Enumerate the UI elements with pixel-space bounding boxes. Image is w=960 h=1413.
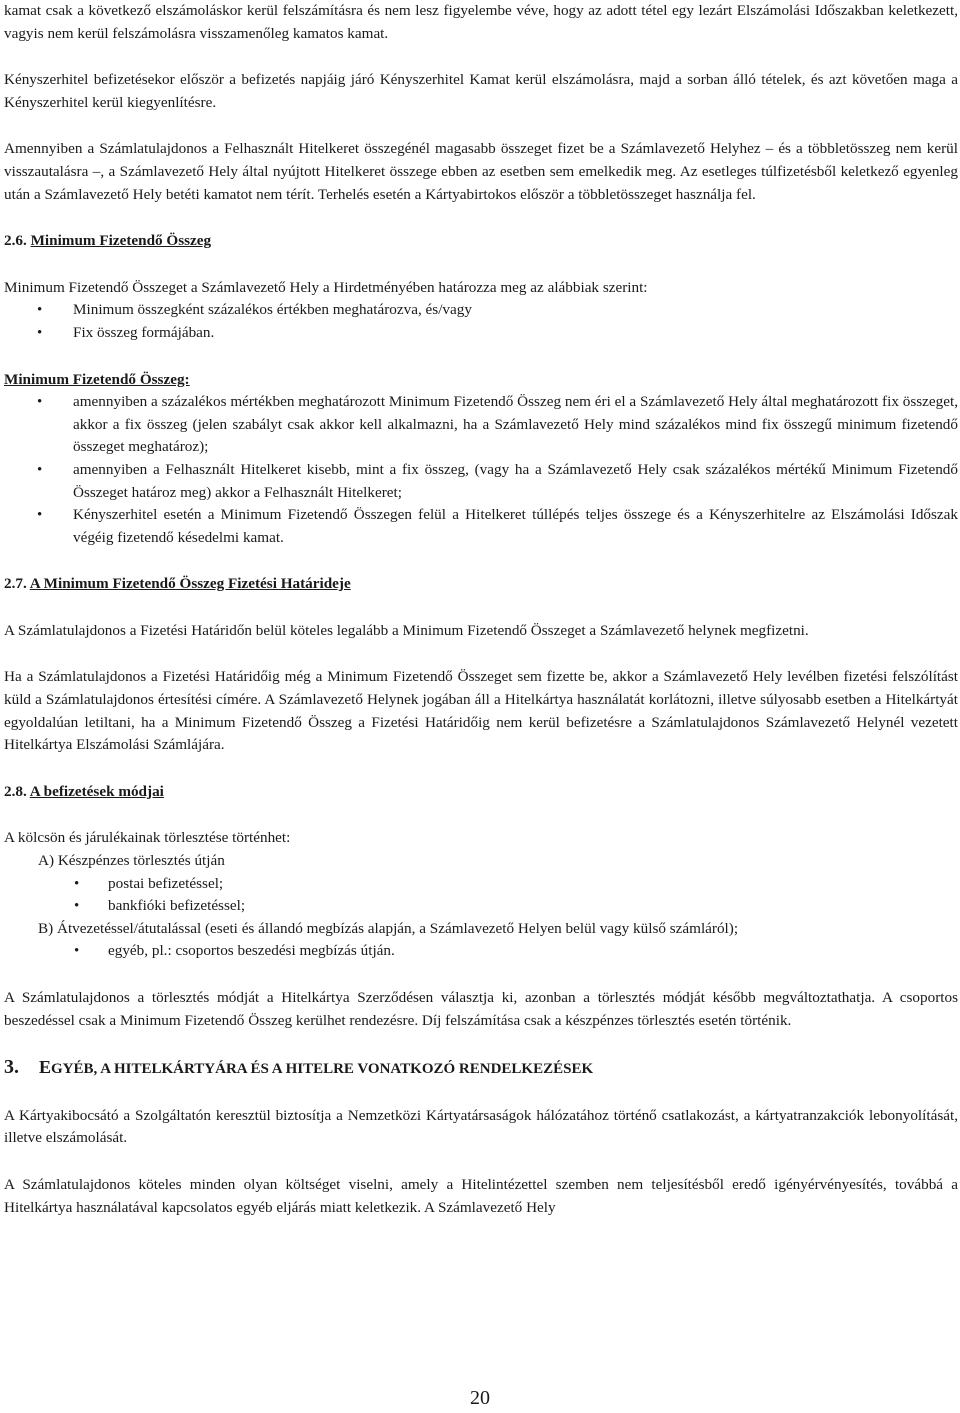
list-item: • Minimum összegként százalékos értékben meghatározva, és/vagy [4,299,958,322]
section-3-paragraph-2: A Számlatulajdonos köteles minden olyan költséget viselni, amely a Hitelintézettel szemben nem teljesítésből eredő igényérvényesítés, továbbá a Hitelkártya használatával kapcsolatos egyéb eljárás miatt keletkezik. A Számlavezető Hely [4,1175,958,1216]
section-2-8-intro: A kölcsön és járulékainak törlesztése történhet: [4,829,291,847]
section-2-6-title: Minimum Fizetendő Összeg [30,232,212,250]
list-item: • egyéb, pl.: csoportos beszedési megbízás útján. [4,940,958,963]
section-2-6-subheading [4,369,958,392]
document-page [4,0,958,1219]
section-2-8-number: 2.8. [4,782,27,800]
paragraph-overpayment: Amennyiben a Számlatulajdonos a Felhasznált Hitelkeret összegénél magasabb összeget fizet be a Számlavezető Helyhez – és a többletösszeg nem kerül visszautalásra –, a Számlavezető Hely által nyújtott Hitelkeret összege ebben az esetben sem emelkedik meg. Az esetleges túlfizetésből keletkező egyenleg után a Számlavezető Hely betéti kamatot nem térít. Terhelés esetén a Kártyabirtokos először a többletösszeget használja fel. [4,140,958,203]
section-2-8-paragraph: A Számlatulajdonos a törlesztés módját a Hitelkártya Szerződésen választja ki, azonban a törlesztés módját később megváltoztathatja. A csoportos beszedéssel csak a Minimum Fizetendő Összeg kerülhet rendezésre. Díj felszámítása csak a készpénzes törlesztés esetén történik. [4,989,958,1029]
section-2-7-heading [4,573,958,596]
section-2-6-number: 2.6. [4,232,27,250]
section-2-6-rule-list [4,391,958,549]
section-3-paragraph-1: A Kártyakibocsátó a Szolgáltatón keresztül biztosítja a Nemzetközi Kártyatársaságok hálózatához történő csatlakozást, a kártyatranzakciók lebonyolítását, illetve elszámolását. [4,1106,958,1147]
list-item: • amennyiben a százalékos mértékben meghatározott Minimum Fizetendő Összeg nem éri el a Számlavezető Hely által meghatározott fix összeget, akkor a fix összeg (jelen szabályt csak akkor kell alkalmazni, ha a Számlavezető Hely mind százalékos mind fix összegű minimum fizetendő összeget meghatároz); [4,391,958,459]
section-3-number: 3. [4,1056,19,1079]
paragraph-late-interest: kamat csak a következő elszámoláskor kerül felszámításra és nem lesz figyelembe véve, hogy az adott tétel egy lezárt Elszámolási Időszakban keletkezett, vagyis nem kerül felszámolásra visszamenőleg kamatos kamat. [4,2,958,42]
list-item: • postai befizetéssel; [4,873,958,896]
section-2-6-subheading-text: Minimum Fizetendő Összeg: [4,370,190,388]
section-2-6-bullet-list [4,299,958,344]
payment-option-b-list [4,940,958,963]
section-2-7-number: 2.7. [4,575,27,593]
section-3-title-rest: GYÉB, [51,1061,101,1078]
section-2-8-title: A befizetések módjai [29,782,164,800]
payment-option-b: B) Átvezetéssel/átutalással (eseti és állandó megbízás alapján, a Számlavezető Helyen belül vagy külső számláról); [38,919,739,937]
payment-option-a: A) Készpénzes törlesztés útján [38,852,225,870]
section-2-7-paragraph-2: Ha a Számlatulajdonos a Fizetési Határidőig még a Minimum Fizetendő Összeget sem fizette be, akkor a Számlavezető Hely levélben fizetési felszólítást küld a Számlatulajdonos értesítési címére. A Számlavezető Helynek jogában áll a Hitelkártya használatát korlátozni, illetve súlyosabb esetben a Hitelkártyát egyoldalúan letiltani, ha a Minimum Fizetendő Összeg a Fizetési Határidőig nem kerül befizetésre a Számlatulajdonos Számlavezető Helynél vezetett Hitelkártya Elszámolási Számlájára. [4,668,958,754]
payment-option-a-list [4,873,958,918]
section-2-8-heading [4,781,958,804]
section-2-7-paragraph-1: A Számlatulajdonos a Fizetési Határidőn belül köteles legalább a Minimum Fizetendő Összeget a Számlavezető helynek megfizetni. [4,621,809,639]
section-2-6-intro: Minimum Fizetendő Összeget a Számlavezető Hely a Hirdetményében határozza meg az alábbiak szerint: [4,278,648,296]
page-number: 20 [470,1387,490,1409]
section-3-heading [4,1056,958,1081]
section-2-7-title: A Minimum Fizetendő Összeg Fizetési Határideje [29,575,351,593]
paragraph-forced-credit-repayment: Kényszerhitel befizetésekor először a befizetés napjáig járó Kényszerhitel Kamat kerül elszámolásra, majd a sorban álló tételek, és azt követően maga a Kényszerhitel kerül kiegyenlítésre. [4,71,958,111]
list-item: • amennyiben a Felhasznált Hitelkeret kisebb, mint a fix összeg, (vagy ha a Számlavezető Hely csak százalékos mértékű Minimum Fizetendő Összeget határoz meg) akkor a Felhasznált Hitelkeret; [4,459,958,504]
list-item: • Kényszerhitel esetén a Minimum Fizetendő Összegen felül a Hitelkeret túllépés teljes összege és a Kényszerhitelre az Elszámolási Időszak végéig fizetendő késedelmi kamat. [4,504,958,549]
list-item: • Fix összeg formájában. [4,322,958,345]
list-item: • bankfióki befizetéssel; [4,895,958,918]
section-2-6-heading [4,230,958,253]
section-3-title-main: A HITELKÁRTYÁRA ÉS A HITELRE VONATKOZÓ RENDELKEZÉSEK [100,1061,594,1078]
section-3-title-initial: E [39,1057,52,1078]
